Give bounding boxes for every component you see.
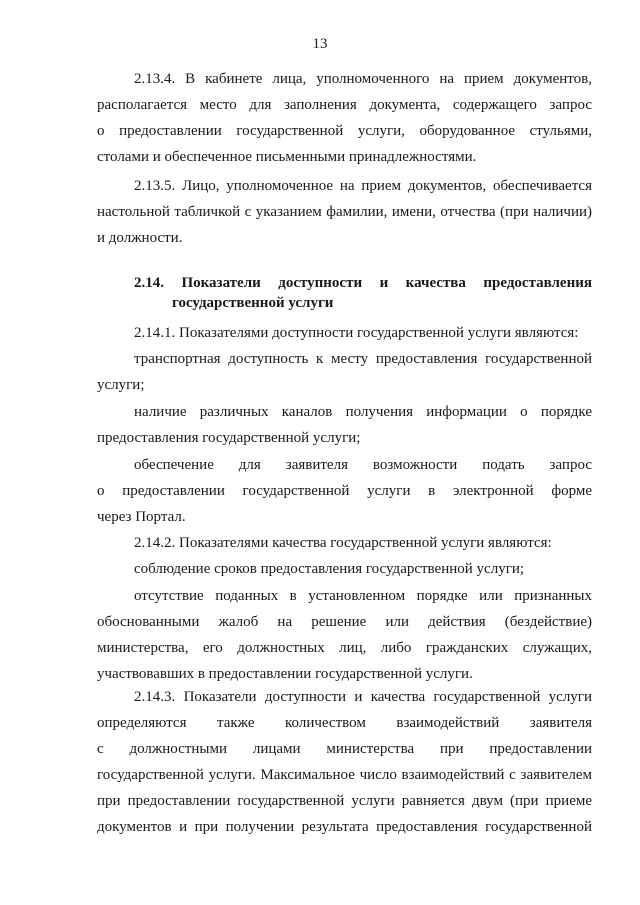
paragraph-line: обеспечение для заявителя возможности подать запрос: [134, 457, 592, 473]
paragraph-2-14-2: [97, 530, 592, 556]
paragraph-line: предоставления государственной услуги;: [97, 430, 361, 446]
page-number: 13: [312, 36, 328, 52]
paragraph-portal: [97, 452, 592, 530]
paragraph-line: соблюдение сроков предоставления государственной услуги;: [134, 561, 525, 577]
paragraph-line: 2.13.4. В кабинете лица, уполномоченного на прием документов,: [134, 71, 592, 87]
heading-line: 2.14. Показатели доступности и качества предоставления: [134, 275, 592, 291]
paragraph-line: 2.14.3. Показатели доступности и качества государственной услуги: [134, 689, 592, 705]
paragraph-2-14-3: [97, 684, 592, 840]
paragraph-2-13-4: [97, 66, 592, 170]
paragraph-line: документов и при получении результата предоставления государственной: [97, 819, 592, 835]
paragraph-line: наличие различных каналов получения информации о порядке: [134, 404, 592, 420]
paragraph-2-13-5: [97, 173, 592, 251]
paragraph-line: государственной услуги. Максимальное число взаимодействий с заявителем: [97, 767, 592, 783]
paragraph-line: обоснованными жалоб на решение или действия (бездействие): [97, 614, 592, 630]
paragraph-line: настольной табличкой с указанием фамилии, имени, отчества (при наличии): [97, 204, 592, 220]
paragraph-line: транспортная доступность к месту предоставления государственной: [134, 351, 592, 367]
paragraph-line: отсутствие поданных в установленном порядке или признанных: [134, 588, 592, 604]
paragraph-channels: [97, 399, 592, 451]
heading-line: государственной услуги: [172, 295, 334, 311]
paragraph-deadlines: [97, 556, 592, 582]
paragraph-line: при предоставлении государственной услуги равняется двум (при приеме: [97, 793, 592, 809]
paragraph-line: о предоставлении государственной услуги в электронной форме: [97, 483, 592, 499]
paragraph-line: через Портал.: [97, 509, 186, 525]
paragraph-line: министерства, его должностных лиц, либо гражданских служащих,: [97, 640, 592, 656]
paragraph-line: о предоставлении государственной услуги, оборудованное стульями,: [97, 123, 592, 139]
paragraph-line: 2.14.2. Показателями качества государственной услуги являются:: [134, 535, 552, 551]
paragraph-complaints: [97, 583, 592, 687]
paragraph-2-14-1: [97, 320, 592, 346]
paragraph-line: определяются также количеством взаимодействий заявителя: [97, 715, 592, 731]
paragraph-line: услуги;: [97, 377, 145, 393]
section-heading-2-14: [134, 273, 592, 313]
paragraph-line: располагается место для заполнения документа, содержащего запрос: [97, 97, 592, 113]
paragraph-line: и должности.: [97, 230, 183, 246]
paragraph-line: столами и обеспеченное письменными принадлежностями.: [97, 149, 477, 165]
paragraph-transport: [97, 346, 592, 398]
paragraph-line: участвовавших в предоставлении государственной услуги.: [97, 666, 473, 682]
paragraph-line: с должностными лицами министерства при предоставлении: [97, 741, 592, 757]
paragraph-line: 2.13.5. Лицо, уполномоченное на прием документов, обеспечивается: [134, 178, 592, 194]
paragraph-line: 2.14.1. Показателями доступности государственной услуги являются:: [134, 325, 579, 341]
